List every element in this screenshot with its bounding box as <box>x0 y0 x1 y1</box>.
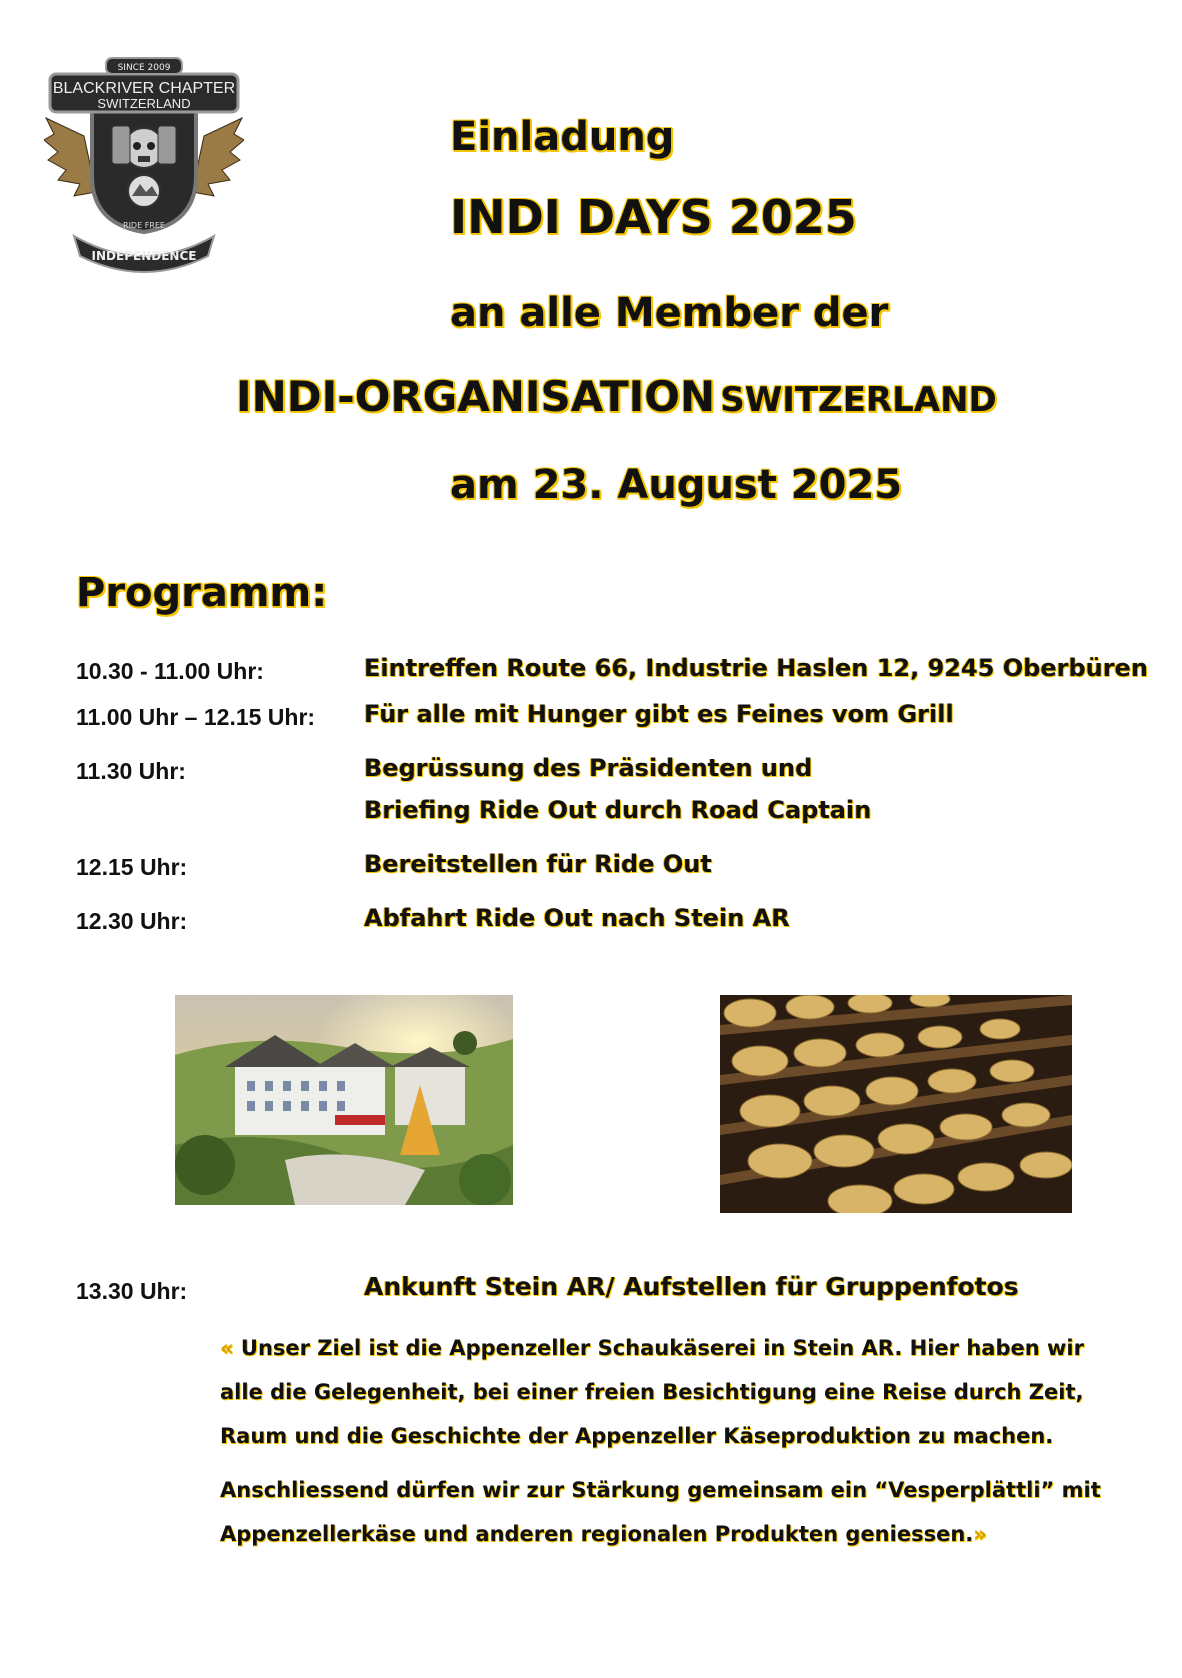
description-line-3: Raum und die Geschichte der Appenzeller Käseproduktion zu machen. <box>220 1424 1054 1448</box>
event-title: INDI DAYS 2025 <box>450 190 857 244</box>
invitation-label: Einladung <box>450 114 675 160</box>
schedule-time: 12.30 Uhr: <box>76 908 188 934</box>
logo-banner: INDEPENDENCE <box>91 249 197 263</box>
event-date: am 23. August 2025 <box>450 462 903 508</box>
description-line-4: Anschliessend dürfen wir zur Stärkung gemeinsam ein “Vesperplättli” mit <box>220 1478 1101 1502</box>
schedule-event: Bereitstellen für Ride Out <box>364 850 712 878</box>
arrival-text: Ankunft Stein AR/ Aufstellen für Gruppenfotos <box>364 1272 1019 1301</box>
description-line-2: alle die Gelegenheit, bei einer freien Besichtigung eine Reise durch Zeit, <box>220 1380 1084 1404</box>
schedule-event: Briefing Ride Out durch Road Captain <box>364 796 872 824</box>
schedule-time: 11.30 Uhr: <box>76 758 186 784</box>
schedule-event: Für alle mit Hunger gibt es Feines vom Grill <box>364 700 954 728</box>
schedule-event: Begrüssung des Präsidenten und <box>364 754 813 782</box>
chapter-logo <box>44 56 244 274</box>
addressee-line: an alle Member der <box>450 290 889 336</box>
schedule-time: 12.15 Uhr: <box>76 854 188 880</box>
cheese-cellar-photo <box>720 995 1072 1213</box>
schedule-time: 10.30 - 11.00 Uhr: <box>76 658 264 684</box>
organisation-country: SWITZERLAND <box>720 380 997 420</box>
schedule-event: Abfahrt Ride Out nach Stein AR <box>364 904 790 932</box>
description-paragraph <box>220 1326 1101 1556</box>
logo-since: SINCE 2009 <box>117 63 171 73</box>
organisation-line <box>236 372 997 421</box>
arrival-time: 13.30 Uhr: <box>76 1278 188 1304</box>
schaukaeserei-photo <box>175 995 513 1205</box>
logo-ride-free: RIDE FREE <box>123 221 165 230</box>
logo-emblem <box>44 56 244 274</box>
organisation-name: INDI-ORGANISATION <box>236 372 716 421</box>
open-quote: « <box>220 1336 234 1360</box>
schedule-time: 11.00 Uhr – 12.15 Uhr: <box>76 704 316 730</box>
description-line-1: « Unser Ziel ist die Appenzeller Schaukäserei in Stein AR. Hier haben wir <box>220 1336 1084 1360</box>
close-quote: » <box>973 1522 987 1546</box>
description-line-5: Appenzellerkäse und anderen regionalen Produkten geniessen.» <box>220 1522 987 1546</box>
logo-chapter: BLACKRIVER CHAPTER <box>52 80 236 97</box>
programm-title: Programm: <box>76 570 328 616</box>
schedule-event: Eintreffen Route 66, Industrie Haslen 12, 9245 Oberbüren <box>364 654 1148 682</box>
logo-country: SWITZERLAND <box>97 96 191 111</box>
